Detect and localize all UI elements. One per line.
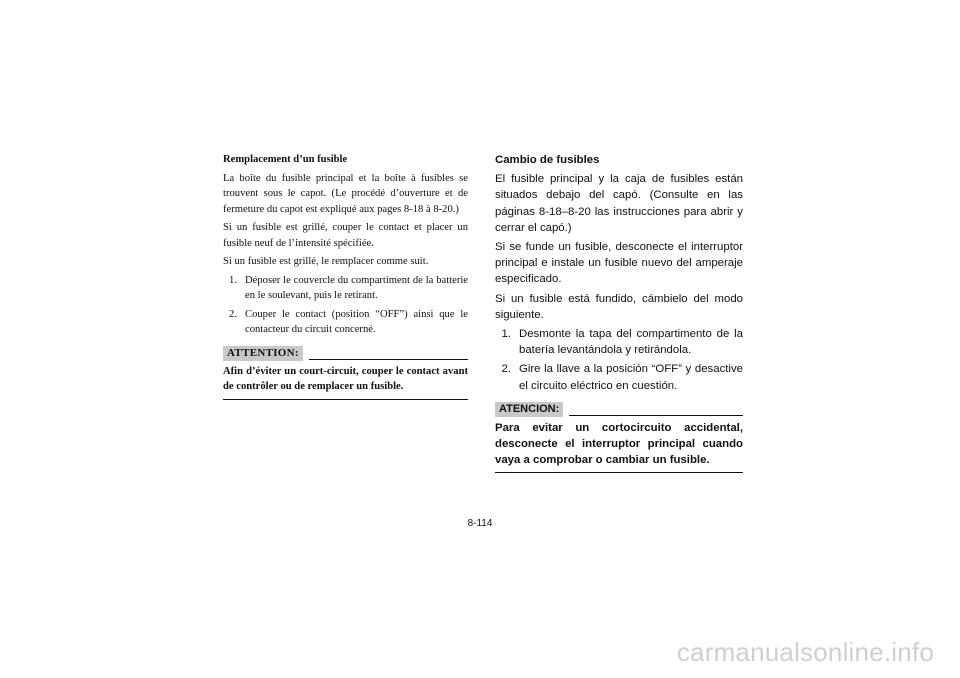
- step-text: Couper le contact (position “OFF”) ainsi que le contacteur du circuit concerné.: [245, 308, 468, 335]
- french-step: [223, 307, 468, 338]
- french-paragraph: La boîte du fusible principal et la boîte à fusibles se trouvent sous le capot. (Le procédé d’ouverture et de fermeture du capot est expliqué aux pages 8-18 à 8-20.): [223, 172, 468, 215]
- spanish-paragraph: Si un fusible está fundido, cámbielo del modo siguiente.: [495, 292, 743, 321]
- step-text: Déposer le couvercle du compartiment de la batterie en le soulevant, puis le retirant.: [245, 274, 468, 301]
- step-text: Desmonte la tapa del compartimento de la batería levantándola y retirándola.: [519, 328, 743, 357]
- attention-rule: [309, 359, 468, 360]
- spanish-step: [495, 326, 743, 358]
- spanish-paragraph: El fusible principal y la caja de fusibles están situados debajo del capó. (Consulte en las páginas 8-18–8-20 las instrucciones para abrir y cerrar el capó.): [495, 173, 743, 234]
- step-number: 2.: [501, 363, 511, 376]
- spanish-step: [495, 361, 743, 393]
- french-title: Remplacement d’un fusible: [223, 154, 348, 165]
- step-number: 1.: [229, 274, 237, 286]
- step-text: Gire la llave a la posición “OFF” y desactive el circuito eléctrico en cuestión.: [519, 363, 743, 392]
- french-attention-header: [223, 346, 468, 361]
- step-number: 1.: [501, 328, 511, 341]
- watermark: carmanualsonline.info: [676, 637, 934, 667]
- spanish-attention-header: [495, 402, 743, 417]
- spanish-attention-text: Para evitar un cortocircuito accidental, desconecte el interruptor principal cuando vaya a comprobar o cambiar un fusible.: [495, 420, 743, 474]
- spanish-column: [495, 152, 743, 476]
- spanish-title: Cambio de fusibles: [495, 154, 600, 166]
- french-attention-text: Afin d’éviter un court-circuit, couper le contact avant de contrôler ou de remplacer un fusible.: [223, 364, 468, 400]
- french-paragraph: Si un fusible est grillé, couper le contact et placer un fusible neuf de l’intensité spécifiée.: [223, 222, 468, 249]
- french-column: [223, 152, 468, 403]
- spanish-paragraph: Si se funde un fusible, desconecte el interruptor principal e instale un fusible nuevo del amperaje especificado.: [495, 241, 743, 286]
- attention-label: ATTENTION:: [223, 346, 303, 361]
- french-paragraph: Si un fusible est grillé, le remplacer comme suit.: [223, 256, 429, 267]
- attention-rule: [569, 415, 743, 416]
- attention-label: ATENCION:: [495, 402, 563, 417]
- step-number: 2.: [229, 308, 237, 320]
- french-step: [223, 273, 468, 304]
- page-number: 8-114: [467, 518, 493, 529]
